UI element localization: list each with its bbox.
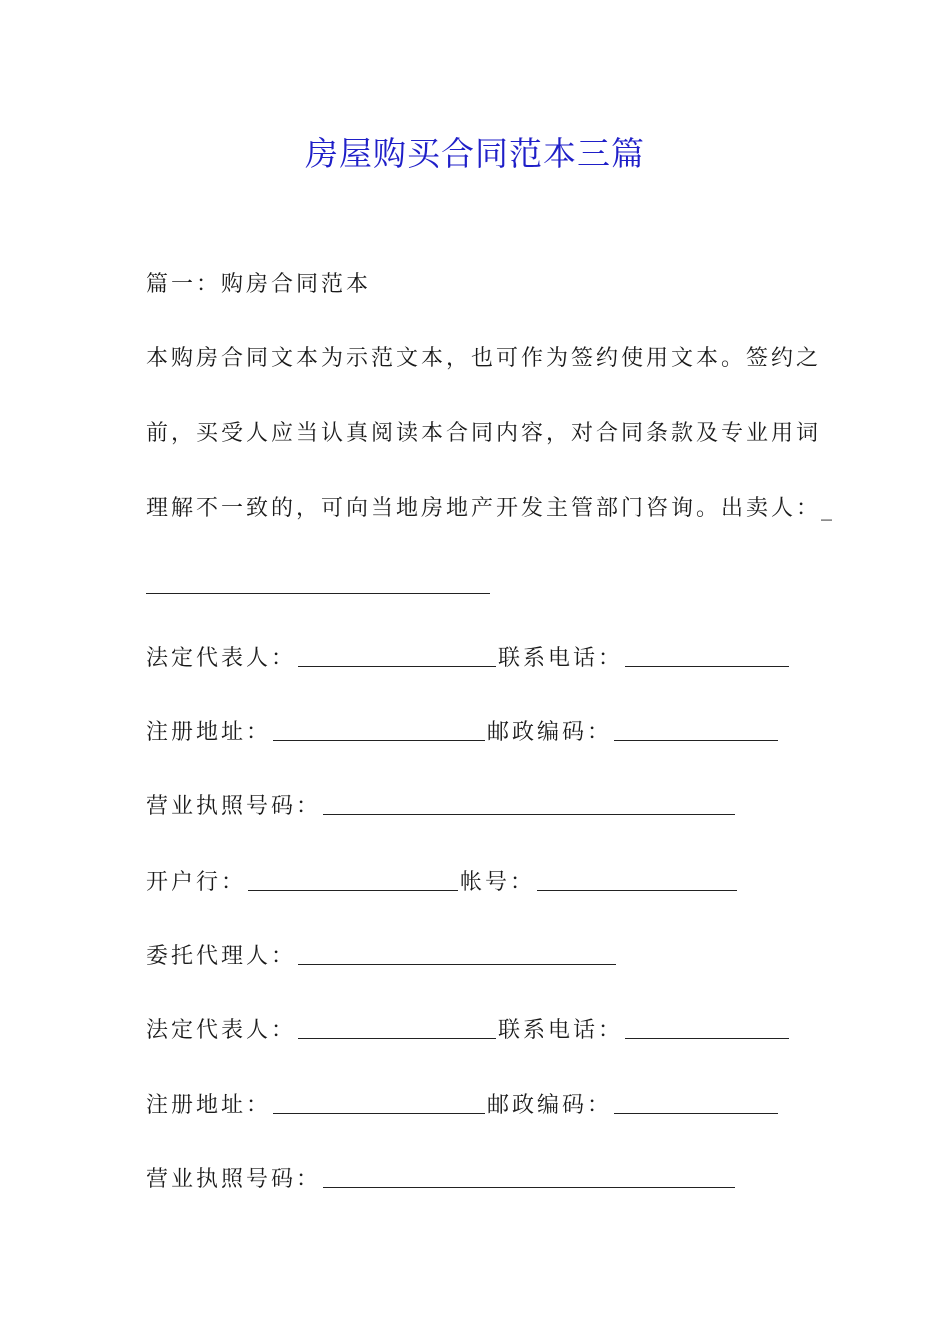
postcode-label: 邮政编码： [487, 720, 613, 745]
section-heading: 篇一：购房合同范本 [146, 272, 372, 297]
form-row-agent [146, 942, 618, 972]
license-blank[interactable] [323, 1167, 735, 1188]
phone-blank[interactable] [625, 646, 789, 667]
legal-rep-blank[interactable] [298, 646, 496, 667]
form-row-license-2 [146, 1165, 737, 1195]
agent-label: 委托代理人： [146, 944, 297, 969]
document-title: 房屋购买合同范本三篇 [305, 134, 645, 173]
intro-line-3: 理解不一致的，可向当地房地产开发主管部门咨询。出卖人：_ [146, 496, 836, 521]
account-label: 帐号： [460, 870, 536, 895]
address-blank[interactable] [273, 720, 485, 741]
bank-blank[interactable] [248, 870, 458, 891]
intro-line-2: 前，买受人应当认真阅读本合同内容，对合同条款及专业用词 [146, 421, 822, 446]
phone-label: 联系电话： [498, 646, 624, 671]
account-blank[interactable] [537, 870, 737, 891]
postcode-blank[interactable] [614, 1093, 778, 1114]
seller-name-blank[interactable] [146, 593, 490, 594]
form-row-address-1 [146, 718, 780, 748]
agent-blank[interactable] [298, 944, 616, 965]
phone-label: 联系电话： [498, 1018, 624, 1043]
bank-label: 开户行： [146, 870, 247, 895]
legal-rep-label: 法定代表人： [146, 1018, 297, 1043]
license-label: 营业执照号码： [146, 1167, 322, 1192]
form-row-bank [146, 868, 739, 898]
legal-rep-label: 法定代表人： [146, 646, 297, 671]
form-row-legal-rep-2 [146, 1016, 791, 1046]
intro-line-1: 本购房合同文本为示范文本，也可作为签约使用文本。签约之 [146, 346, 822, 371]
legal-rep-blank[interactable] [298, 1018, 496, 1039]
license-blank[interactable] [323, 794, 735, 815]
form-row-license-1 [146, 792, 737, 822]
form-row-address-2 [146, 1091, 780, 1121]
postcode-blank[interactable] [614, 720, 778, 741]
phone-blank[interactable] [625, 1018, 789, 1039]
address-label: 注册地址： [146, 1093, 272, 1118]
postcode-label: 邮政编码： [487, 1093, 613, 1118]
form-row-legal-rep-1 [146, 644, 791, 674]
address-blank[interactable] [273, 1093, 485, 1114]
address-label: 注册地址： [146, 720, 272, 745]
license-label: 营业执照号码： [146, 794, 322, 819]
